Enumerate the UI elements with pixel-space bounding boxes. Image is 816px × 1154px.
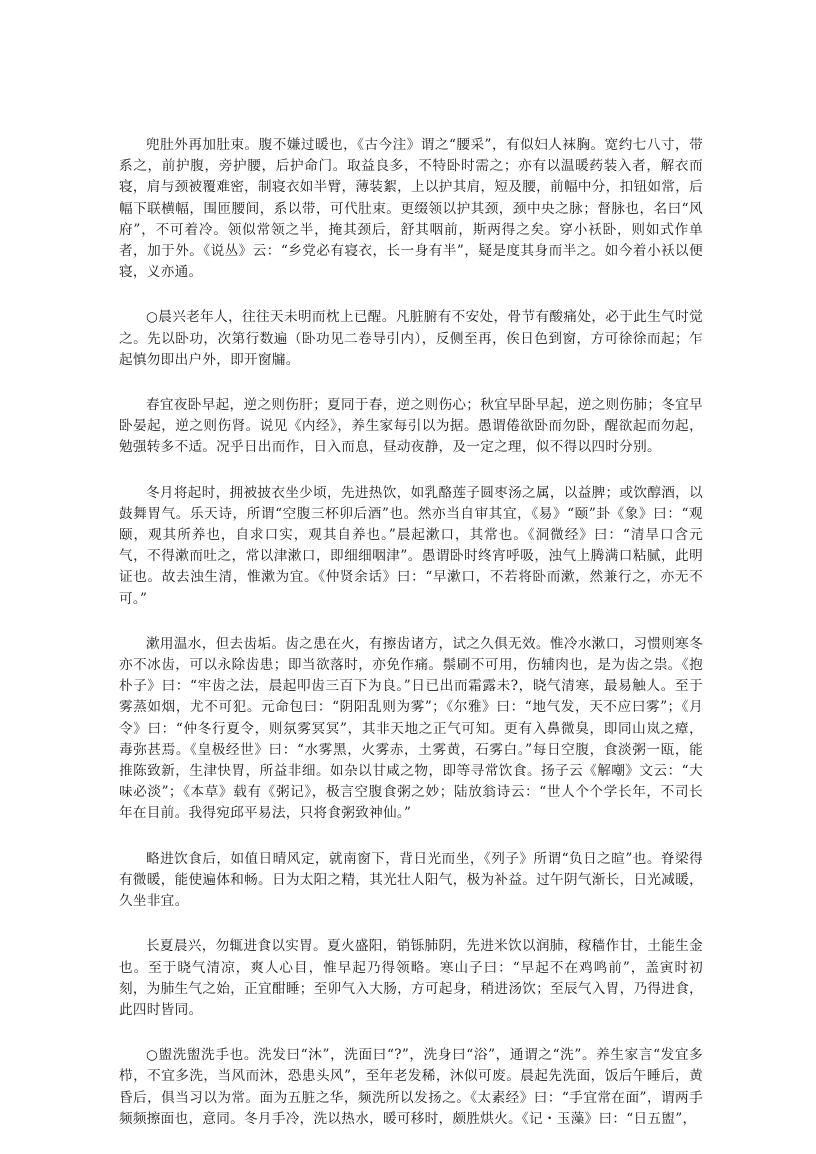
paragraph-morning-rising: ○晨兴老年人，往往天未明而枕上已醒。凡脏腑有不安处，骨节有酸痛处，必于此生气时觉之。先以卧功，次第行数遍（卧功见二卷导引内），反侧至再，俟日色到窗，方可徐徐而起；乍起慎勿即出户外，即开窗牖。 xyxy=(119,309,703,368)
paragraph-belly-band: 兜肚外再加肚束。腹不嫌过暖也，《古今注》谓之“腰采”，有似妇人袜胸。宽约七八寸，带系之，前护腹，旁护腰，后护命门。取益良多，不特卧时需之；亦有以温暖药装入者，解衣而寝，肩与颈被覆难密，制寝衣如半臂，薄装絮，上以护其肩，短及腰，前幅中分，扣钮如常，后幅下联横幅，围匝腰间，系以带，可代肚束。更缀领以护其颈，颈中央之脉；督脉也，名曰“风府”，不可着冷。领似常领之半，掩其颈后，舒其咽前，斯两得之矣。穿小袄卧，则如式作单者，加于外。《说丛》云：“乡党必有寝衣，长一身有半”，疑是度其身而半之。如今着小袄以便寝，义亦通。 xyxy=(119,137,703,281)
paragraph-summer-rising: 长夏晨兴，勿辄进食以实胃。夏火盛阳，销铄肺阴，先进米饮以润肺，稼穑作甘，土能生金也。至于晓气清凉，爽人心目，惟早起乃得领略。寒山子曰：“早起不在鸡鸣前”，盖寅时初刻，为肺生气之始，正宜酣睡；至卯气入大肠，方可起身，稍进汤饮；至辰气入胃，乃得进食，此四时皆同。 xyxy=(119,938,703,1018)
paragraph-seasonal-sleep: 春宜夜卧早起，逆之则伤肝；夏同于春，逆之则伤心；秋宜早卧早起，逆之则伤肺；冬宜早卧晏起，逆之则伤肾。说见《内经》，养生家每引以为据。愚谓倦欲卧而勿卧，醒欲起而勿起，勉强转多不适。况乎日出而作，日入而息，昼动夜静，及一定之理，似不得以四时分别。 xyxy=(119,397,703,456)
document-page xyxy=(119,135,703,1154)
paragraph-mouth-rinsing: 漱用温水，但去齿垢。齿之患在火，有擦齿诸方，试之久俱无效。惟冷水漱口，习惯则寒冬亦不冰齿，可以永除齿患；即当欲落时，亦免作痛。鬃刷不可用，伤辅肉也，是为齿之祟。《抱朴子》曰：“牢齿之法，晨起叩齿三百下为良。”日已出而霜露未?，晓气清寒，最易触人。至于雾蒸如烟，尤不可犯。元命包曰：“阴阳乱则为雾”；《尔雅》曰：“地气发，天不应曰雾”；《月令》曰：“仲冬行夏令，则氛雾冥冥”，其非天地之正气可知。更有入鼻微臭，即同山岚之瘴，毒弥甚焉。《皇极经世》曰：“水雾黑，火雾赤，土雾黄，石雾白。”每日空腹，食淡粥一瓯，能推陈致新，生津快胃，所益非细。如杂以甘咸之物，即等寻常饮食。扬子云《解嘲》文云：“大味必淡”；《本草》载有《粥记》，极言空腹食粥之妙；陆放翁诗云：“世人个个学长年，不司长年在目前。我得宛邱平易法，只将食粥致神仙。” xyxy=(119,635,703,822)
paragraph-washing: ○盥洗盥洗手也。洗发曰“沐”，洗面曰“?”，洗身曰“浴”，通谓之“洗”。养生家言“发宜多栉，不宜多洗，当风而沐，恐患头风”，至年老发稀，沐似可废。晨起先洗面，饭后午睡后，黄昏后，俱当习以为常。面为五脏之华，频洗所以发扬之。《太素经》曰：“手宜常在面”，谓两手频频擦面也，意同。冬月手冷，洗以热水，暖可移时，颇胜烘火。《记・玉藻》曰：“日五盥”， xyxy=(119,1047,703,1127)
paragraph-sun-warming: 略进饮食后，如值日晴风定，就南窗下，背日光而坐，《列子》所谓“负日之暄”也。脊梁得有微暖，能使遍体和畅。日为太阳之精，其光壮人阳气，极为补益。过午阴气渐长，日光减暖，久坐非宜。 xyxy=(119,850,703,910)
paragraph-winter-rising: 冬月将起时，拥被披衣坐少顷，先进热饮，如乳酪莲子圆枣汤之属，以益脾；或饮醇酒，以鼓舞胃气。乐天诗，所谓“空腹三杯卯后酒”也。然亦当自审其宜，《易》“颐”卦《象》曰：“观颐，观其所养也，自求口实，观其自养也。”晨起漱口，其常也。《洞微经》曰：“清旱口含元气，不得漱而吐之，常以津漱口，即细细咽津”。愚谓卧时终宵呼吸，浊气上腾满口粘腻，此明证也。故去浊生清，惟漱为宜。《仲贤余话》曰：“早漱口，不若将卧而漱，然兼行之，亦无不可。” xyxy=(119,484,703,607)
